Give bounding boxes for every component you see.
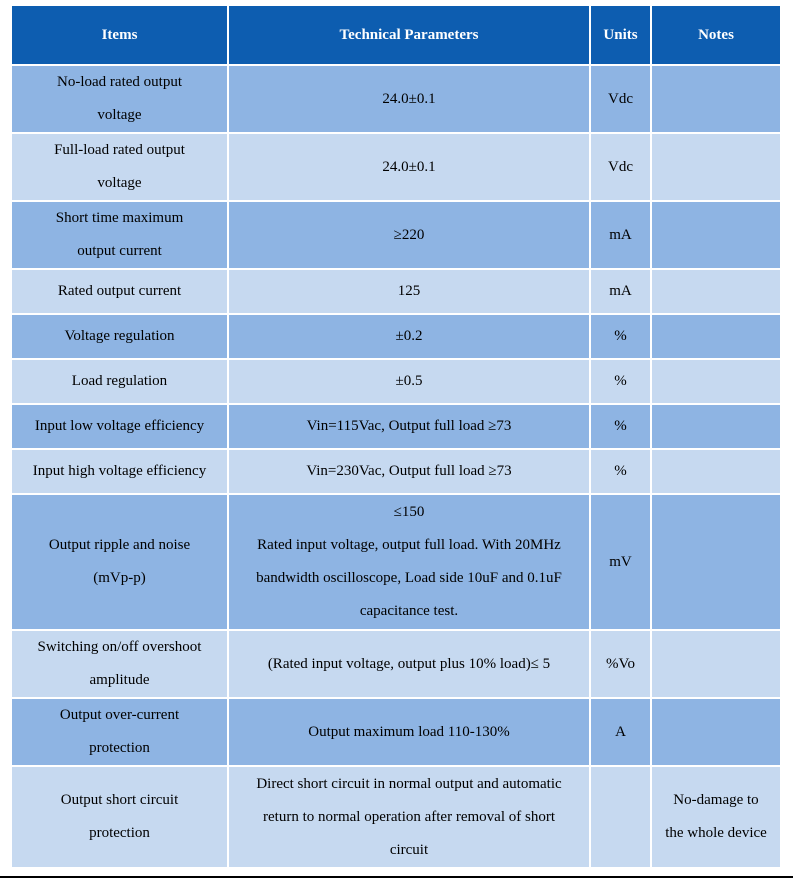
parameter-cell-line: capacitance test. xyxy=(359,603,459,619)
parameter-cell-line: bandwidth oscilloscope, Load side 10uF and 0.1uF xyxy=(256,570,562,586)
parameter-cell xyxy=(228,201,590,269)
item-cell-line: Input high voltage efficiency xyxy=(32,463,207,479)
item-cell xyxy=(11,133,228,201)
note-cell xyxy=(651,449,781,494)
unit-cell: % xyxy=(590,404,651,449)
note-cell xyxy=(651,494,781,630)
table-row xyxy=(11,133,781,201)
table-row xyxy=(11,449,781,494)
header-notes: Notes xyxy=(651,5,781,65)
note-cell xyxy=(651,359,781,404)
item-cell xyxy=(11,269,228,314)
item-cell-line: Output short circuit xyxy=(60,792,179,808)
item-cell-line: No-load rated output xyxy=(57,74,182,90)
table-row xyxy=(11,269,781,314)
item-cell-line: Input low voltage efficiency xyxy=(34,418,205,434)
parameter-cell xyxy=(228,630,590,698)
table-row xyxy=(11,698,781,766)
unit-cell: mA xyxy=(590,201,651,269)
item-cell-line: Short time maximum xyxy=(55,210,184,226)
parameter-cell xyxy=(228,269,590,314)
item-cell xyxy=(11,630,228,698)
parameter-cell-line: 125 xyxy=(397,283,421,299)
unit-cell: % xyxy=(590,359,651,404)
unit-cell: %Vo xyxy=(590,630,651,698)
table-row xyxy=(11,65,781,133)
item-cell xyxy=(11,449,228,494)
item-cell xyxy=(11,314,228,359)
note-cell xyxy=(651,269,781,314)
parameter-cell xyxy=(228,65,590,133)
item-cell-line: protection xyxy=(89,740,150,756)
parameter-cell-line: Vin=230Vac, Output full load ≥73 xyxy=(306,463,512,479)
parameter-cell-line: (Rated input voltage, output plus 10% load)≤ 5 xyxy=(267,655,551,672)
table-row xyxy=(11,404,781,449)
note-cell xyxy=(651,314,781,359)
header-items: Items xyxy=(11,5,228,65)
item-cell-line: Load regulation xyxy=(71,373,168,389)
item-cell-line: (mVp-p) xyxy=(93,570,146,586)
note-cell xyxy=(651,201,781,269)
table-row xyxy=(11,630,781,698)
parameter-cell-line: return to normal operation after removal of short xyxy=(263,808,555,825)
note-cell xyxy=(651,766,781,868)
item-cell-line: Output over-current xyxy=(59,707,180,723)
item-cell-line: Full-load rated output xyxy=(54,142,185,158)
parameter-cell-line: Rated input voltage, output full load. With 20MHz xyxy=(257,537,561,553)
unit-cell: mA xyxy=(590,269,651,314)
item-cell-line: Output ripple and noise xyxy=(48,537,191,553)
parameter-cell xyxy=(228,766,590,868)
item-cell-line: voltage xyxy=(97,175,142,191)
unit-cell: A xyxy=(590,698,651,766)
header-units: Units xyxy=(590,5,651,65)
item-cell xyxy=(11,494,228,630)
parameter-cell-line: Output maximum load 110-130% xyxy=(308,723,510,740)
parameter-cell-line: ≥220 xyxy=(393,226,425,243)
table-row xyxy=(11,766,781,868)
header-row xyxy=(11,5,781,65)
note-cell-line: the whole device xyxy=(665,825,767,841)
bottom-rule xyxy=(0,876,793,878)
note-cell xyxy=(651,698,781,766)
parameter-cell xyxy=(228,698,590,766)
table-row xyxy=(11,494,781,630)
spec-table xyxy=(10,4,782,869)
unit-cell: % xyxy=(590,314,651,359)
item-cell-line: output current xyxy=(77,243,162,259)
item-cell-line: protection xyxy=(89,825,150,841)
unit-cell: % xyxy=(590,449,651,494)
item-cell xyxy=(11,698,228,766)
item-cell-line: Switching on/off overshoot xyxy=(37,639,202,655)
parameter-cell-line: ±0.2 xyxy=(395,328,423,344)
parameter-cell-line: ±0.5 xyxy=(395,373,423,389)
parameter-cell-line: Vin=115Vac, Output full load ≥73 xyxy=(306,418,512,434)
item-cell-line: voltage xyxy=(97,107,142,123)
parameter-cell xyxy=(228,404,590,449)
parameter-cell-line: ≤150 xyxy=(393,504,425,520)
parameter-cell xyxy=(228,494,590,630)
item-cell xyxy=(11,65,228,133)
item-cell-line: Rated output current xyxy=(57,283,182,299)
note-cell-line: No-damage to xyxy=(673,792,759,808)
unit-cell xyxy=(590,766,651,868)
item-cell xyxy=(11,404,228,449)
parameter-cell xyxy=(228,314,590,359)
note-cell xyxy=(651,630,781,698)
unit-cell: Vdc xyxy=(590,65,651,133)
table-row xyxy=(11,359,781,404)
item-cell xyxy=(11,766,228,868)
unit-cell: Vdc xyxy=(590,133,651,201)
parameter-cell xyxy=(228,133,590,201)
parameter-cell xyxy=(228,359,590,404)
header-technical-parameters: Technical Parameters xyxy=(228,5,590,65)
parameter-cell-line: 24.0±0.1 xyxy=(382,90,436,107)
parameter-cell xyxy=(228,449,590,494)
parameter-cell-line: circuit xyxy=(389,841,429,858)
item-cell-line: amplitude xyxy=(89,672,150,688)
item-cell-line: Voltage regulation xyxy=(64,328,175,344)
table-row xyxy=(11,201,781,269)
item-cell xyxy=(11,359,228,404)
table-row xyxy=(11,314,781,359)
item-cell xyxy=(11,201,228,269)
unit-cell: mV xyxy=(590,494,651,630)
note-cell xyxy=(651,404,781,449)
parameter-cell-line: Direct short circuit in normal output and automatic xyxy=(256,775,562,792)
note-cell xyxy=(651,133,781,201)
parameter-cell-line: 24.0±0.1 xyxy=(382,158,436,175)
note-cell xyxy=(651,65,781,133)
